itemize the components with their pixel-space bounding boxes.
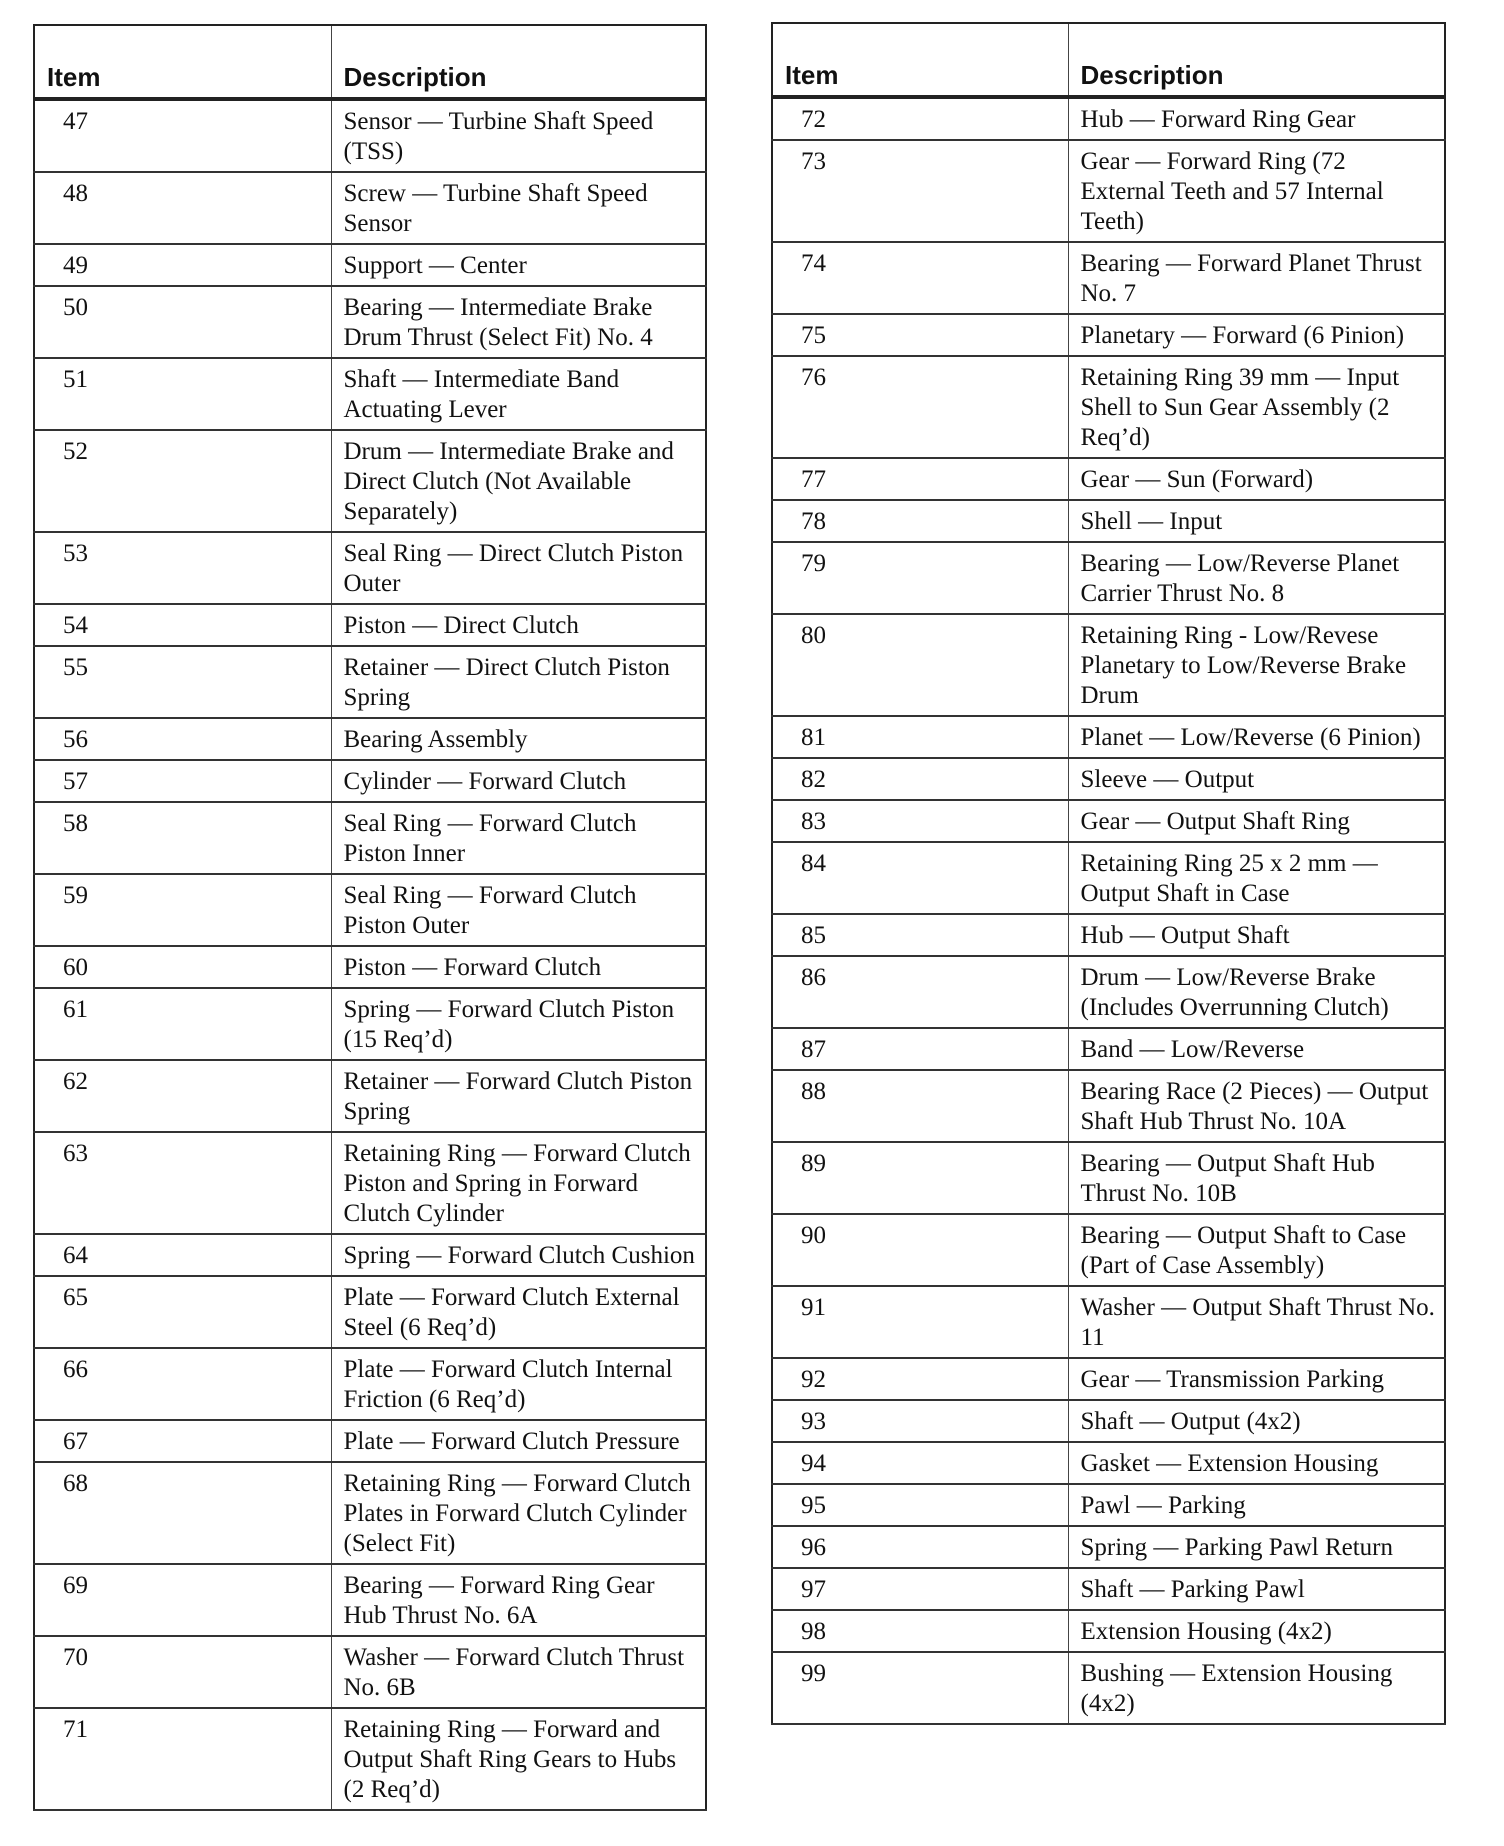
- item-number: 61: [34, 988, 331, 1060]
- item-number: 68: [34, 1462, 331, 1564]
- table-row: [772, 800, 1445, 842]
- item-number: 71: [34, 1708, 331, 1810]
- item-description: Shell — Input: [1068, 500, 1445, 542]
- table-row: [772, 1568, 1445, 1610]
- item-number: 59: [34, 874, 331, 946]
- item-number: 66: [34, 1348, 331, 1420]
- item-number: 90: [772, 1214, 1068, 1286]
- table-row: [34, 718, 706, 760]
- table-row: [772, 914, 1445, 956]
- item-description: Gasket — Extension Housing: [1068, 1442, 1445, 1484]
- parts-table-right-body: [772, 97, 1445, 1724]
- table-row: [772, 356, 1445, 458]
- item-description: Pawl — Parking: [1068, 1484, 1445, 1526]
- item-number: 85: [772, 914, 1068, 956]
- item-description: Bearing — Intermediate Brake Drum Thrust (Select Fit) No. 4: [331, 286, 706, 358]
- table-row: [34, 286, 706, 358]
- table-row: [772, 716, 1445, 758]
- item-number: 64: [34, 1234, 331, 1276]
- item-description: Shaft — Output (4x2): [1068, 1400, 1445, 1442]
- item-description: Planet — Low/Reverse (6 Pinion): [1068, 716, 1445, 758]
- item-number: 56: [34, 718, 331, 760]
- item-number: 75: [772, 314, 1068, 356]
- table-row: [34, 604, 706, 646]
- item-number: 53: [34, 532, 331, 604]
- item-number: 84: [772, 842, 1068, 914]
- description-column-header: Description: [331, 25, 706, 99]
- item-description: Sleeve — Output: [1068, 758, 1445, 800]
- item-number: 62: [34, 1060, 331, 1132]
- item-description: Sensor — Turbine Shaft Speed (TSS): [331, 99, 706, 172]
- item-number: 82: [772, 758, 1068, 800]
- item-description: Hub — Output Shaft: [1068, 914, 1445, 956]
- table-row: [34, 358, 706, 430]
- table-row: [772, 1070, 1445, 1142]
- item-description: Seal Ring — Forward Clutch Piston Inner: [331, 802, 706, 874]
- table-row: [772, 842, 1445, 914]
- item-description: Bearing Race (2 Pieces) — Output Shaft Hub Thrust No. 10A: [1068, 1070, 1445, 1142]
- item-number: 80: [772, 614, 1068, 716]
- description-column-header: Description: [1068, 23, 1445, 97]
- item-description: Retaining Ring — Forward and Output Shaft Ring Gears to Hubs (2 Req’d): [331, 1708, 706, 1810]
- item-number: 50: [34, 286, 331, 358]
- table-row: [34, 1708, 706, 1810]
- table-row: [34, 1276, 706, 1348]
- parts-table-right: [771, 22, 1446, 1725]
- table-row: [772, 1358, 1445, 1400]
- item-description: Retaining Ring - Low/Revese Planetary to Low/Reverse Brake Drum: [1068, 614, 1445, 716]
- item-number: 65: [34, 1276, 331, 1348]
- item-number: 91: [772, 1286, 1068, 1358]
- table-row: [34, 1462, 706, 1564]
- item-description: Bearing — Low/Reverse Planet Carrier Thrust No. 8: [1068, 542, 1445, 614]
- item-description: Washer — Output Shaft Thrust No. 11: [1068, 1286, 1445, 1358]
- table-row: [772, 1484, 1445, 1526]
- item-description: Piston — Forward Clutch: [331, 946, 706, 988]
- table-row: [34, 99, 706, 172]
- item-description: Gear — Transmission Parking: [1068, 1358, 1445, 1400]
- table-row: [34, 430, 706, 532]
- item-number: 81: [772, 716, 1068, 758]
- table-row: [772, 1400, 1445, 1442]
- item-description: Cylinder — Forward Clutch: [331, 760, 706, 802]
- item-number: 87: [772, 1028, 1068, 1070]
- parts-table-left: [33, 24, 707, 1811]
- item-number: 69: [34, 1564, 331, 1636]
- item-number: 77: [772, 458, 1068, 500]
- item-number: 93: [772, 1400, 1068, 1442]
- item-number: 49: [34, 244, 331, 286]
- item-number: 54: [34, 604, 331, 646]
- table-row: [34, 172, 706, 244]
- item-description: Retainer — Forward Clutch Piston Spring: [331, 1060, 706, 1132]
- table-row: [34, 874, 706, 946]
- item-description: Gear — Output Shaft Ring: [1068, 800, 1445, 842]
- table-row: [772, 458, 1445, 500]
- item-number: 73: [772, 140, 1068, 242]
- item-number: 99: [772, 1652, 1068, 1724]
- item-description: Shaft — Parking Pawl: [1068, 1568, 1445, 1610]
- table-row: [772, 97, 1445, 140]
- item-number: 79: [772, 542, 1068, 614]
- table-row: [34, 1348, 706, 1420]
- item-description: Retaining Ring 25 x 2 mm — Output Shaft in Case: [1068, 842, 1445, 914]
- item-description: Band — Low/Reverse: [1068, 1028, 1445, 1070]
- table-row: [34, 802, 706, 874]
- item-description: Washer — Forward Clutch Thrust No. 6B: [331, 1636, 706, 1708]
- table-row: [772, 1286, 1445, 1358]
- item-description: Bearing — Output Shaft to Case (Part of Case Assembly): [1068, 1214, 1445, 1286]
- item-description: Screw — Turbine Shaft Speed Sensor: [331, 172, 706, 244]
- item-description: Gear — Forward Ring (72 External Teeth and 57 Internal Teeth): [1068, 140, 1445, 242]
- item-number: 57: [34, 760, 331, 802]
- item-number: 98: [772, 1610, 1068, 1652]
- item-number: 67: [34, 1420, 331, 1462]
- parts-table-left-body: [34, 99, 706, 1810]
- item-number: 89: [772, 1142, 1068, 1214]
- item-description: Gear — Sun (Forward): [1068, 458, 1445, 500]
- item-description: Drum — Intermediate Brake and Direct Clutch (Not Available Separately): [331, 430, 706, 532]
- item-description: Bearing — Forward Ring Gear Hub Thrust No. 6A: [331, 1564, 706, 1636]
- table-row: [34, 1234, 706, 1276]
- table-row: [34, 988, 706, 1060]
- item-description: Hub — Forward Ring Gear: [1068, 97, 1445, 140]
- item-number: 47: [34, 99, 331, 172]
- item-number: 76: [772, 356, 1068, 458]
- item-description: Plate — Forward Clutch External Steel (6 Req’d): [331, 1276, 706, 1348]
- table-row: [772, 1028, 1445, 1070]
- item-description: Bushing — Extension Housing (4x2): [1068, 1652, 1445, 1724]
- table-row: [772, 614, 1445, 716]
- item-number: 48: [34, 172, 331, 244]
- item-number: 96: [772, 1526, 1068, 1568]
- item-description: Spring — Forward Clutch Piston (15 Req’d): [331, 988, 706, 1060]
- item-description: Bearing Assembly: [331, 718, 706, 760]
- item-description: Bearing — Forward Planet Thrust No. 7: [1068, 242, 1445, 314]
- table-row: [772, 1610, 1445, 1652]
- table-row: [772, 314, 1445, 356]
- item-description: Spring — Parking Pawl Return: [1068, 1526, 1445, 1568]
- item-number: 58: [34, 802, 331, 874]
- table-row: [34, 1420, 706, 1462]
- item-number: 52: [34, 430, 331, 532]
- table-row: [34, 1636, 706, 1708]
- item-column-header: Item: [772, 23, 1068, 97]
- item-column-header: Item: [34, 25, 331, 99]
- table-row: [772, 1526, 1445, 1568]
- item-description: Piston — Direct Clutch: [331, 604, 706, 646]
- table-row: [772, 956, 1445, 1028]
- table-row: [34, 946, 706, 988]
- table-row: [772, 242, 1445, 314]
- table-row: [34, 1564, 706, 1636]
- table-row: [772, 1442, 1445, 1484]
- table-row: [772, 1652, 1445, 1724]
- item-number: 92: [772, 1358, 1068, 1400]
- item-description: Support — Center: [331, 244, 706, 286]
- item-description: Bearing — Output Shaft Hub Thrust No. 10B: [1068, 1142, 1445, 1214]
- table-row: [772, 500, 1445, 542]
- item-description: Retaining Ring — Forward Clutch Plates in Forward Clutch Cylinder (Select Fit): [331, 1462, 706, 1564]
- item-description: Retaining Ring 39 mm — Input Shell to Sun Gear Assembly (2 Req’d): [1068, 356, 1445, 458]
- item-description: Retainer — Direct Clutch Piston Spring: [331, 646, 706, 718]
- item-description: Spring — Forward Clutch Cushion: [331, 1234, 706, 1276]
- item-description: Retaining Ring — Forward Clutch Piston and Spring in Forward Clutch Cylinder: [331, 1132, 706, 1234]
- item-number: 51: [34, 358, 331, 430]
- item-number: 63: [34, 1132, 331, 1234]
- item-description: Seal Ring — Forward Clutch Piston Outer: [331, 874, 706, 946]
- table-row: [772, 140, 1445, 242]
- item-number: 83: [772, 800, 1068, 842]
- table-row: [772, 1142, 1445, 1214]
- item-description: Plate — Forward Clutch Pressure: [331, 1420, 706, 1462]
- item-number: 94: [772, 1442, 1068, 1484]
- item-number: 86: [772, 956, 1068, 1028]
- item-number: 97: [772, 1568, 1068, 1610]
- item-description: Extension Housing (4x2): [1068, 1610, 1445, 1652]
- item-description: Drum — Low/Reverse Brake (Includes Overrunning Clutch): [1068, 956, 1445, 1028]
- table-row: [34, 532, 706, 604]
- item-number: 78: [772, 500, 1068, 542]
- table-row: [34, 1132, 706, 1234]
- table-row: [772, 758, 1445, 800]
- item-number: 55: [34, 646, 331, 718]
- table-row: [34, 760, 706, 802]
- item-number: 88: [772, 1070, 1068, 1142]
- table-row: [34, 646, 706, 718]
- header-row: [34, 25, 706, 99]
- item-description: Shaft — Intermediate Band Actuating Lever: [331, 358, 706, 430]
- table-row: [772, 542, 1445, 614]
- item-number: 72: [772, 97, 1068, 140]
- header-row: [772, 23, 1445, 97]
- table-row: [34, 244, 706, 286]
- table-row: [772, 1214, 1445, 1286]
- table-row: [34, 1060, 706, 1132]
- item-number: 70: [34, 1636, 331, 1708]
- item-description: Seal Ring — Direct Clutch Piston Outer: [331, 532, 706, 604]
- item-number: 60: [34, 946, 331, 988]
- item-description: Plate — Forward Clutch Internal Friction (6 Req’d): [331, 1348, 706, 1420]
- item-number: 95: [772, 1484, 1068, 1526]
- item-number: 74: [772, 242, 1068, 314]
- item-description: Planetary — Forward (6 Pinion): [1068, 314, 1445, 356]
